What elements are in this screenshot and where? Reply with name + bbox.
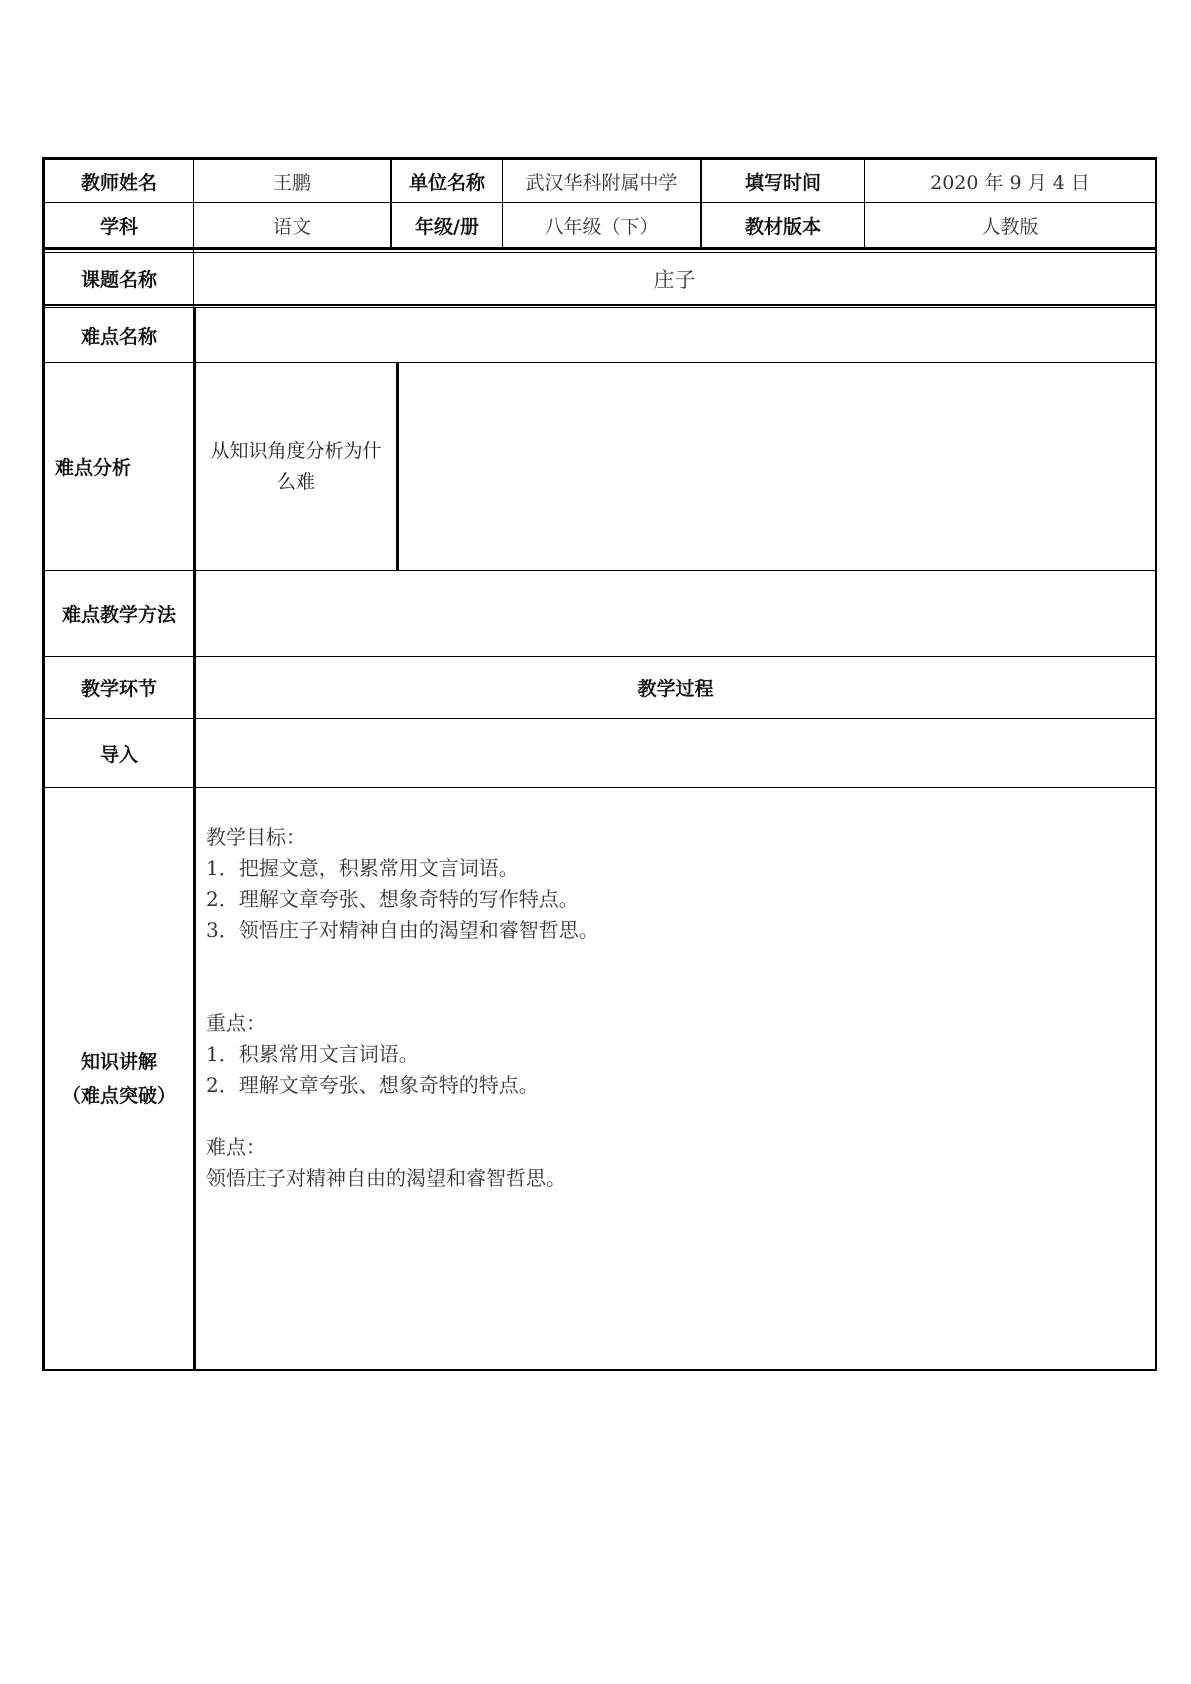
knowledge-label-line2: （难点突破） — [61, 1084, 176, 1107]
objective-item: 3．领悟庄子对精神自由的渴望和睿智哲思。 — [206, 918, 599, 942]
edition-value: 人教版 — [981, 215, 1039, 238]
rule-intro-bottom — [42, 787, 1157, 788]
edition-label: 教材版本 — [744, 215, 821, 238]
key-point-item: 2．理解文章夸张、想象奇特的特点。 — [206, 1073, 539, 1097]
topic-label: 课题名称 — [80, 269, 157, 291]
date-label: 填写时间 — [744, 171, 821, 194]
difficult-title: 难点： — [206, 1135, 266, 1159]
rule-label-col-thick — [193, 307, 196, 1371]
key-point-item: 1．积累常用文言词语。 — [206, 1042, 419, 1066]
subject-value: 语文 — [272, 215, 311, 238]
analysis-value[interactable] — [399, 363, 1155, 570]
objective-item: 2．理解文章夸张、想象奇特的写作特点。 — [206, 887, 579, 911]
objectives-title: 教学目标： — [206, 825, 306, 849]
subject-label: 学科 — [99, 215, 138, 238]
intro-label: 导入 — [99, 743, 138, 766]
method-label: 难点教学方法 — [61, 604, 176, 626]
objective-item: 1．把握文意，积累常用文言词语。 — [206, 856, 519, 880]
rule-right — [1155, 157, 1157, 1371]
knowledge-label — [45, 788, 193, 1369]
method-value[interactable] — [196, 571, 1155, 656]
analysis-label: 难点分析 — [55, 457, 132, 479]
rule-bottom — [42, 1369, 1157, 1371]
difficulty-label: 难点名称 — [80, 325, 157, 348]
unit-label: 单位名称 — [408, 171, 485, 194]
rule-row2 — [42, 247, 1157, 250]
process-label: 教学过程 — [637, 678, 714, 700]
analysis-sub-label: 从知识角度分析为什么难 — [210, 439, 382, 493]
topic-value: 庄子 — [653, 267, 696, 292]
intro-value[interactable] — [196, 719, 1155, 787]
grade-value: 八年级（下） — [544, 215, 659, 238]
key-title: 重点： — [206, 1011, 266, 1035]
teacher-value: 王鹏 — [272, 171, 311, 194]
knowledge-label-line1: 知识讲解 — [80, 1050, 157, 1073]
difficult-text: 领悟庄子对精神自由的渴望和睿智哲思。 — [206, 1166, 566, 1190]
rule-topic-bottom — [42, 304, 1157, 306]
grade-label: 年级/册 — [415, 215, 479, 238]
teacher-label: 教师姓名 — [80, 171, 157, 194]
date-value: 2020 年 9 月 4 日 — [930, 171, 1090, 194]
difficulty-value[interactable] — [196, 308, 1155, 362]
stage-label: 教学环节 — [80, 678, 157, 700]
knowledge-content — [206, 822, 1126, 1194]
unit-value: 武汉华科附属中学 — [525, 171, 678, 194]
